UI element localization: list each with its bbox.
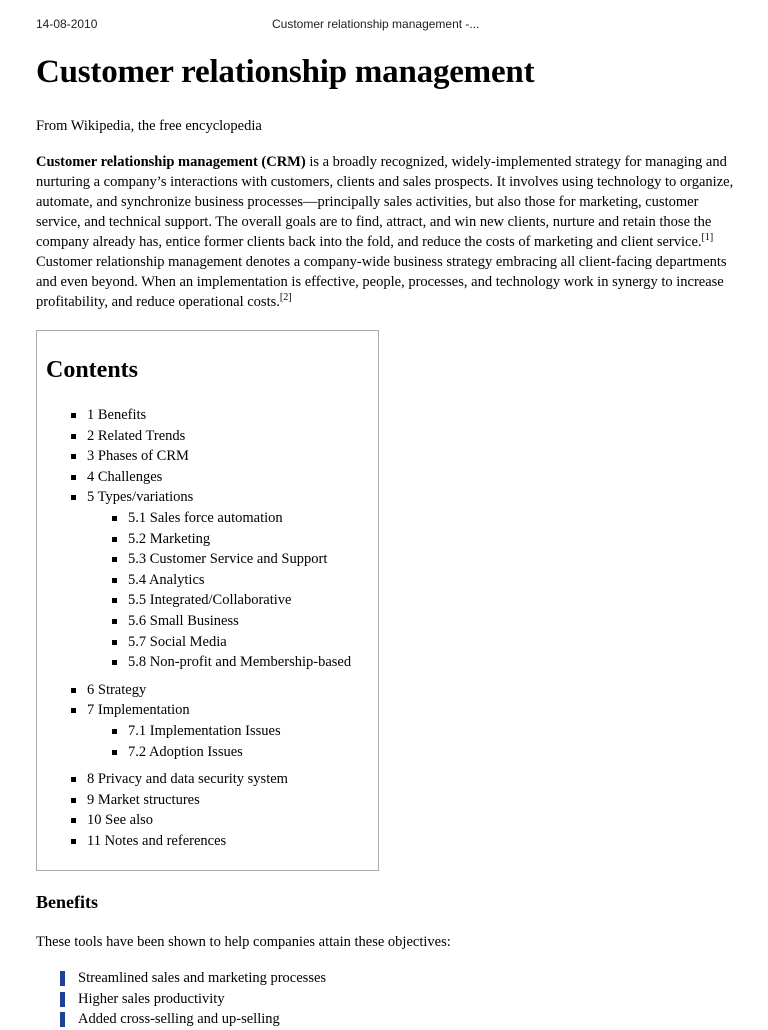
- toc-item[interactable]: 6 Strategy: [37, 680, 378, 701]
- benefits-list: [62, 968, 326, 1030]
- toc-subitem[interactable]: 5.8 Non-profit and Membership-based: [37, 652, 378, 673]
- toc-subitem[interactable]: 5.5 Integrated/Collaborative: [37, 590, 378, 611]
- reference-link-2[interactable]: [2]: [279, 292, 292, 304]
- intro-bold-term: Customer relationship management (CRM): [36, 154, 306, 170]
- toc-list: [37, 405, 378, 851]
- toc-subitem[interactable]: 5.7 Social Media: [37, 632, 378, 653]
- toc-item[interactable]: 5 Types/variations: [37, 487, 378, 508]
- toc-subitem[interactable]: 7.2 Adoption Issues: [37, 742, 378, 763]
- toc-item[interactable]: 11 Notes and references: [37, 831, 378, 852]
- toc-item[interactable]: 10 See also: [37, 810, 378, 831]
- print-header: [0, 17, 768, 35]
- toc-subitem[interactable]: 5.2 Marketing: [37, 529, 378, 550]
- toc-item[interactable]: 1 Benefits: [37, 405, 378, 426]
- toc-subitem[interactable]: 5.3 Customer Service and Support: [37, 549, 378, 570]
- intro-text-2: Customer relationship management denotes a company-wide business strategy embracing all client-facing departments and even beyond. When an implementation is effective, people, processes, and technology work in synergy to increase profitability, and reduce operational costs.: [36, 254, 727, 310]
- benefit-item: Streamlined sales and marketing processes: [62, 968, 326, 989]
- article-title: Customer relationship management: [36, 54, 535, 90]
- toc-heading: Contents: [46, 357, 139, 383]
- toc-subitem[interactable]: 5.4 Analytics: [37, 570, 378, 591]
- toc-item[interactable]: 4 Challenges: [37, 467, 378, 488]
- benefits-intro-text: These tools have been shown to help companies attain these objectives:: [36, 934, 451, 950]
- toc-item[interactable]: 8 Privacy and data security system: [37, 769, 378, 790]
- intro-paragraph: [36, 152, 736, 312]
- intro-text-1: is a broadly recognized, widely-implemented strategy for managing and nurturing a company’s interactions with customers, clients and sales prospects. It involves using technology to organize, automate, and synchronize business processes—principally sales activities, but also those for marketing, customer service, and technical support. The overall goals are to find, attract, and win new clients, nurture and retain those the company already has, entice former clients back into the fold, and reduce the costs of marketing and client service.: [36, 154, 734, 250]
- reference-link-1[interactable]: [1]: [701, 232, 714, 244]
- toc-item[interactable]: 7 Implementation: [37, 700, 378, 721]
- benefits-heading: Benefits: [36, 892, 98, 912]
- toc-item[interactable]: 2 Related Trends: [37, 426, 378, 447]
- toc-subitem[interactable]: 5.1 Sales force automation: [37, 508, 378, 529]
- print-page-title: Customer relationship management -...: [272, 17, 480, 31]
- article-tagline: From Wikipedia, the free encyclopedia: [36, 118, 262, 134]
- benefit-item: Higher sales productivity: [62, 989, 326, 1010]
- toc-subitem[interactable]: 7.1 Implementation Issues: [37, 721, 378, 742]
- toc-item[interactable]: 9 Market structures: [37, 790, 378, 811]
- toc-item[interactable]: 3 Phases of CRM: [37, 446, 378, 467]
- benefit-item: Added cross-selling and up-selling: [62, 1009, 326, 1030]
- toc-subitem[interactable]: 5.6 Small Business: [37, 611, 378, 632]
- table-of-contents: [36, 330, 379, 871]
- print-date: 14-08-2010: [36, 17, 98, 31]
